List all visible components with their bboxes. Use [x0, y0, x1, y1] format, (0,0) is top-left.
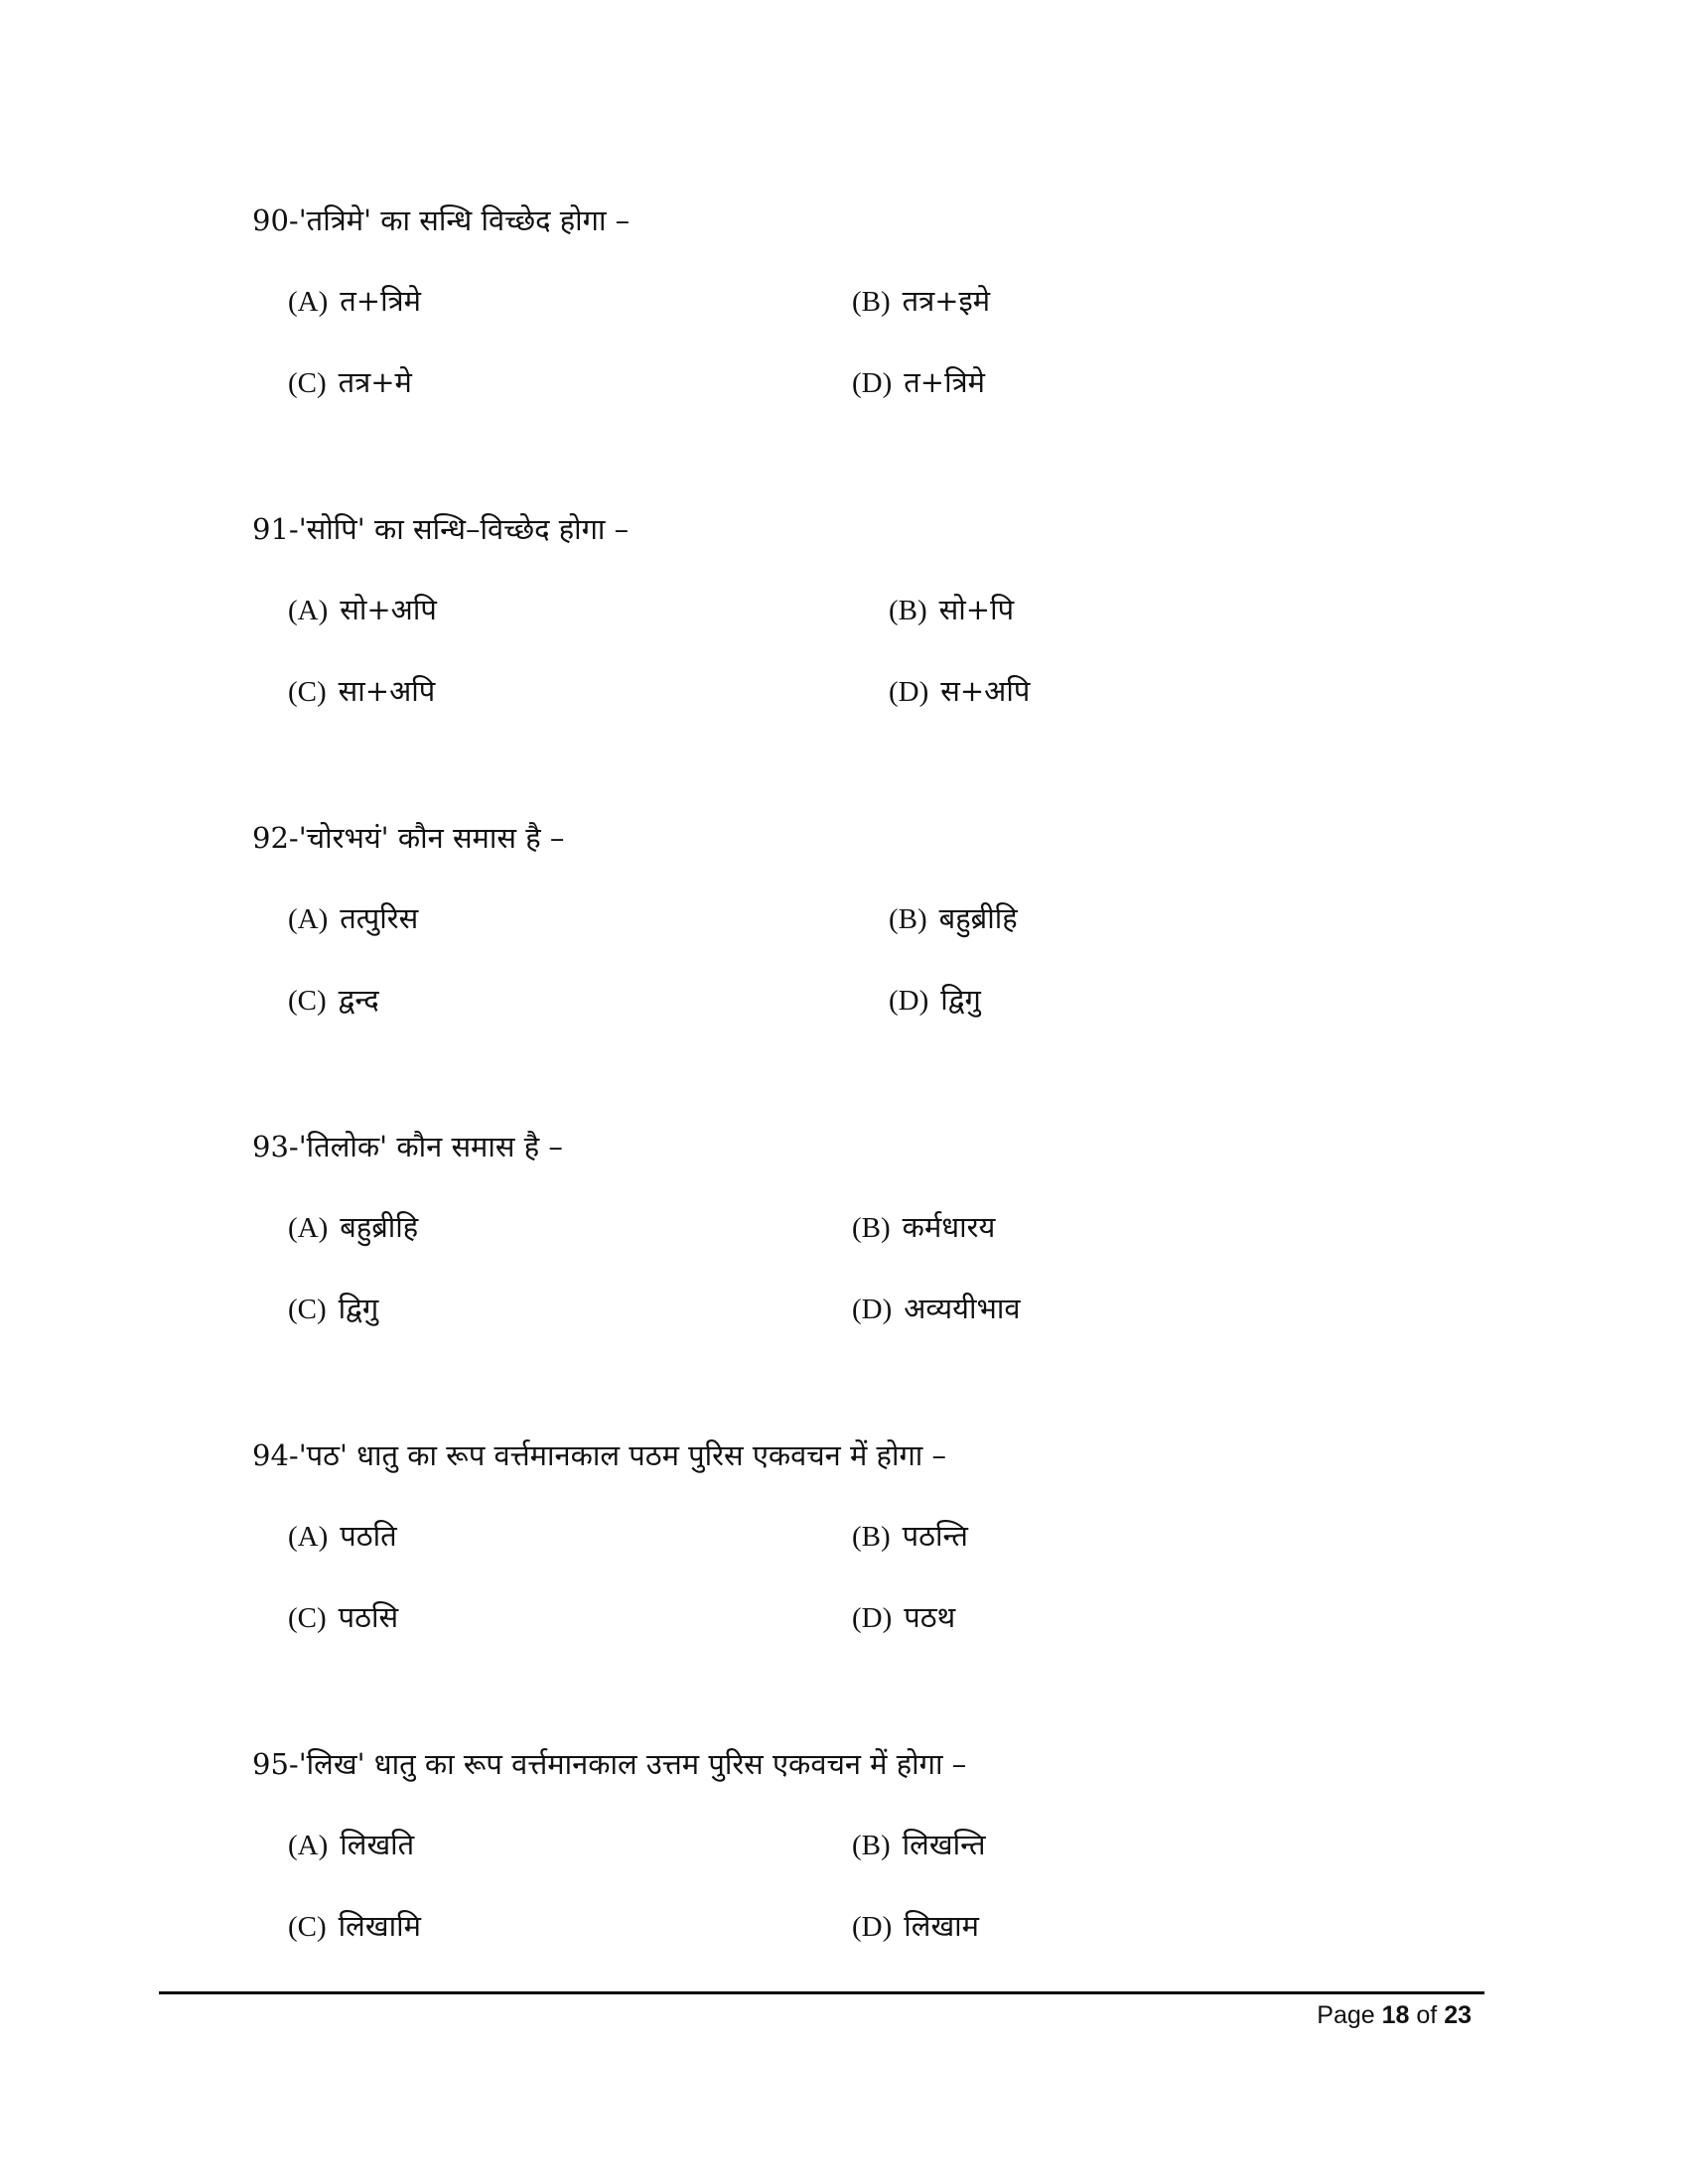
- page-number: [1317, 2001, 1472, 2030]
- option-c: [288, 671, 435, 710]
- option-label: (A): [288, 1521, 329, 1553]
- option-label: (B): [852, 1830, 891, 1861]
- option-text: बहुब्रीहि: [938, 901, 1018, 935]
- page-of: of: [1416, 2001, 1438, 2029]
- option-label: (C): [288, 1911, 327, 1943]
- footer-divider: [159, 1991, 1484, 1994]
- option-label: (C): [288, 1602, 327, 1634]
- option-d: [852, 1597, 955, 1636]
- option-b: [852, 281, 990, 320]
- option-b: [852, 1825, 986, 1863]
- option-c: [288, 1906, 421, 1945]
- option-label: (A): [288, 286, 329, 318]
- option-a: [288, 1516, 397, 1555]
- option-text: पठथ: [904, 1600, 956, 1634]
- option-d: [852, 362, 985, 401]
- option-text: सा+अपि: [338, 674, 436, 708]
- option-text: सो+पि: [938, 593, 1015, 626]
- option-label: (D): [889, 985, 929, 1017]
- option-label: (A): [288, 1830, 329, 1861]
- option-label: (B): [889, 595, 927, 626]
- option-a: [288, 1207, 418, 1246]
- option-text: पठति: [340, 1519, 397, 1553]
- option-label: (B): [889, 903, 927, 935]
- option-label: (C): [288, 676, 327, 708]
- option-text: बहुब्रीहि: [340, 1210, 419, 1244]
- option-label: (B): [852, 1521, 891, 1553]
- question-text: 91-'सोपि' का सन्धि–विच्छेद होगा –: [252, 512, 630, 546]
- option-label: (C): [288, 367, 327, 399]
- option-text: लिखन्ति: [902, 1828, 986, 1861]
- option-label: (C): [288, 985, 327, 1017]
- option-label: (A): [288, 1212, 329, 1244]
- option-c: [288, 1289, 378, 1327]
- option-label: (C): [288, 1294, 327, 1325]
- question-text: 92-'चोरभयं' कौन समास है –: [252, 821, 565, 855]
- option-c: [288, 362, 412, 401]
- option-label: (D): [889, 676, 929, 708]
- option-text: द्विगु: [338, 1292, 379, 1325]
- option-label: (D): [852, 1294, 893, 1325]
- option-b: [852, 1207, 995, 1246]
- option-text: अव्ययीभाव: [904, 1292, 1021, 1325]
- option-c: [288, 1597, 398, 1636]
- option-label: (B): [852, 1212, 891, 1244]
- option-label: (A): [288, 903, 329, 935]
- option-label: (D): [852, 1911, 893, 1943]
- option-text: द्वन्द: [338, 983, 379, 1017]
- option-a: [288, 1825, 414, 1863]
- option-b: [852, 1516, 968, 1555]
- page-total: 23: [1444, 2001, 1472, 2029]
- option-label: (B): [852, 286, 891, 318]
- page-prefix: Page: [1317, 2001, 1375, 2029]
- option-d: [852, 1289, 1021, 1327]
- page-current: 18: [1381, 2001, 1410, 2029]
- option-text: पठन्ति: [902, 1519, 968, 1553]
- option-b: [889, 590, 1014, 628]
- option-text: तत्र+मे: [338, 365, 412, 399]
- option-b: [889, 898, 1018, 937]
- option-d: [889, 671, 1030, 710]
- option-text: कर्मधारय: [902, 1210, 996, 1244]
- option-text: लिखाम: [904, 1909, 980, 1943]
- option-text: त+त्रिमे: [340, 284, 421, 318]
- option-d: [852, 1906, 979, 1945]
- question-text: 95-'लिख' धातु का रूप वर्त्तमानकाल उत्तम पुरिस एकवचन में होगा –: [252, 1747, 967, 1781]
- option-text: त+त्रिमे: [904, 365, 985, 399]
- option-text: लिखति: [340, 1828, 415, 1861]
- option-text: सो+अपि: [340, 593, 437, 626]
- option-text: लिखामि: [338, 1909, 421, 1943]
- question-text: 93-'तिलोक' कौन समास है –: [252, 1130, 563, 1163]
- option-d: [889, 980, 981, 1019]
- option-text: द्विगु: [940, 983, 981, 1017]
- option-c: [288, 980, 379, 1019]
- option-a: [288, 281, 421, 320]
- option-label: (A): [288, 595, 329, 626]
- option-a: [288, 898, 418, 937]
- option-a: [288, 590, 437, 628]
- option-label: (D): [852, 1602, 893, 1634]
- option-text: तत्पुरिस: [340, 901, 419, 935]
- question-text: 90-'तत्रिमे' का सन्धि विच्छेद होगा –: [252, 204, 631, 237]
- question-text: 94-'पठ' धातु का रूप वर्त्तमानकाल पठम पुरिस एकवचन में होगा –: [252, 1438, 947, 1472]
- option-text: तत्र+इमे: [902, 284, 991, 318]
- option-text: पठसि: [338, 1600, 399, 1634]
- option-label: (D): [852, 367, 893, 399]
- option-text: स+अपि: [940, 674, 1031, 708]
